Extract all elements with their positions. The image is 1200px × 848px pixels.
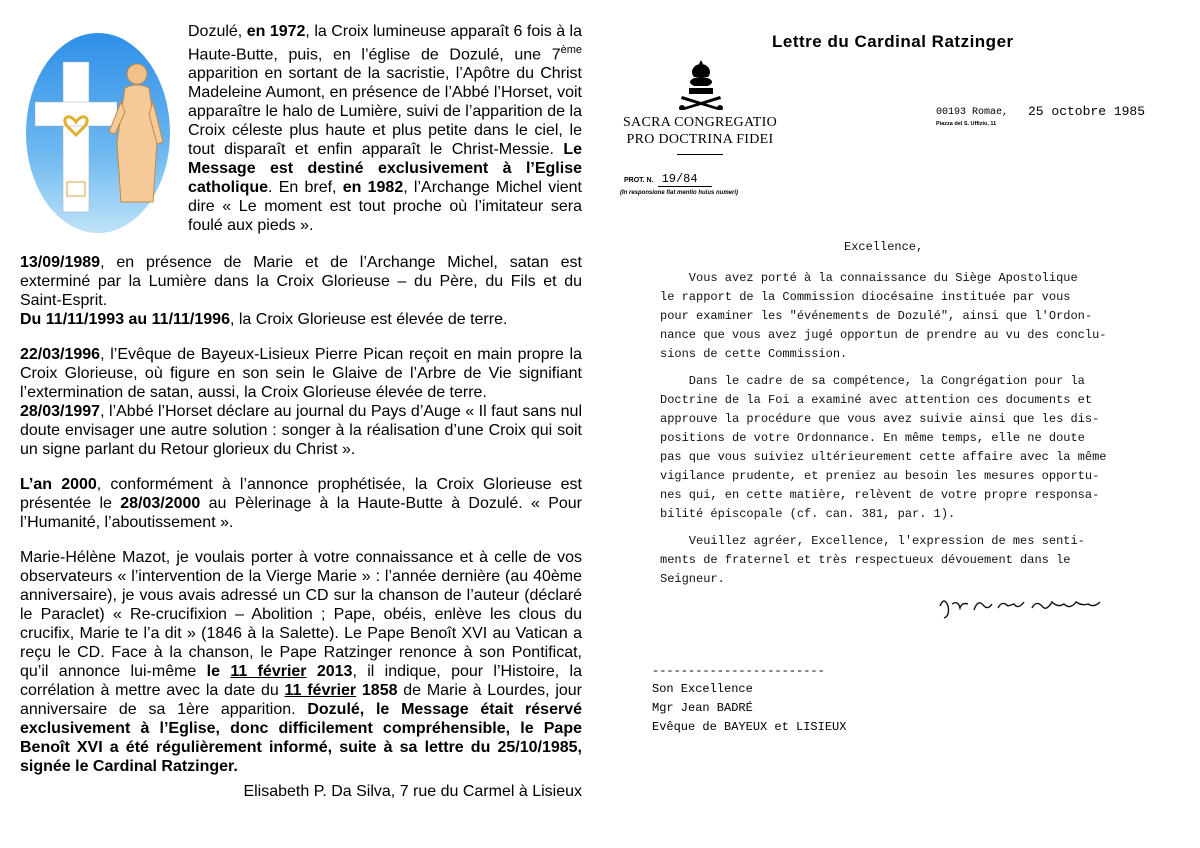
main-paragraphs xyxy=(20,253,582,776)
cross-and-christ-illustration xyxy=(25,32,171,234)
recipient-block xyxy=(652,680,846,737)
author-signature: Elisabeth P. Da Silva, 7 rue du Carmel à Lisieux xyxy=(243,783,582,800)
letter-paragraph: Vous avez porté à la connaissance du Siège Apostolique le rapport de la Commission diocésaine instituée par vous pour examiner les "événements de Dozulé", ainsi que l'Ordon- nance que vous avez jugé opportun de prendre au vu des conclu- sions de cette Commission. xyxy=(660,271,1107,361)
bold-text: 22/03/1996 xyxy=(20,346,101,363)
bold-text: 2013 xyxy=(306,663,353,680)
text-run: Dozulé, xyxy=(188,23,247,40)
bold-text: le xyxy=(206,663,231,680)
paragraph-2 xyxy=(20,345,582,459)
text-run: , l’Evêque de Bayeux-Lisieux Pierre Pican reçoit en main propre la Croix Glorieuse, où figure en son sein le Glaive de l’Arbre de Vie signifiant l’extermination de satan, aussi, la Croix Glorieuse élevée de terre. xyxy=(20,346,582,401)
bold-text: en 1972 xyxy=(246,23,306,40)
text-run: . En bref, xyxy=(268,179,343,197)
letter-body xyxy=(660,238,1180,597)
letter-greeting: Excellence, xyxy=(844,240,924,254)
congregation-line-2: PRO DOCTRINA FIDEI xyxy=(626,132,774,147)
bold-text: 28/03/1997 xyxy=(20,403,101,420)
protocol-value: 19/84 xyxy=(658,172,712,187)
recipient-line: Son Excellence xyxy=(652,682,753,696)
text-run: au Pèlerinage à la Haute-Butte à Dozulé. « Pour l’Humanité, l’aboutissement ». xyxy=(20,495,582,531)
paragraph-3 xyxy=(20,475,582,532)
text-run: Marie-Hélène Mazot, je voulais porter à votre connaissance et à celle de vos observateurs « l’intervention de la Vierge Marie » : l’année dernière (au 40ème anniversaire), je vous avais adressé un CD sur la chanson de l’auteur (déclaré le Paraclet) « Re-crucifixion – Abolition ; Pape, obéis, enlève les clous du crucifix, Marie te l’a dit » (1846 à la Salette). Le Pape Benoît XVI au Vatican a reçu le CD. Face à la chanson, le Pape Ratzinger renonce à son Pontificat, qu’il annonce lui-même xyxy=(20,549,582,680)
bold-text: 13/09/1989 xyxy=(20,254,101,271)
text-run: , il indique, pour l’Histoire, la corrélation à mettre avec la date du xyxy=(20,663,582,699)
letter-paragraph: Dans le cadre de sa compétence, la Congrégation pour la Doctrine de la Foi a examiné avec attention ces documents et approuve la procédure que vous avez suivie ainsi que les dis- positions de votre Ordonnance. En même temps, elle ne doute pas que vous suiviez ultérieurement cette affaire avec la même vigilance prudente, et preniez au besoin les mesures opportu- nes qui, en cette matière, relèvent de votre propre responsa- bilité épiscopale (cf. can. 381, par. 1). xyxy=(660,374,1107,521)
text-run: , la Croix lumineuse apparaît 6 fois à la Haute-Butte, puis, en l’église de Dozulé, une 7 xyxy=(188,23,583,64)
text-run: , l’Abbé l’Horset déclare au journal du Pays d’Auge « Il faut sans nul doute envisager une autre solution : songer à la réalisation d’une Croix qui soit un signe parlant du Retour glorieux du Christ ». xyxy=(20,403,582,458)
letter-date: 25 octobre 1985 xyxy=(1028,104,1146,119)
bold-text: 11 février xyxy=(284,682,357,699)
protocol-number xyxy=(624,172,712,186)
intro-paragraph xyxy=(188,22,582,235)
text-run: , la Croix Glorieuse est élevée de terre. xyxy=(229,311,508,328)
letter-place: 00193 Romae, xyxy=(936,107,1009,118)
recipient-line: Evêque de BAYEUX et LISIEUX xyxy=(652,720,847,734)
protocol-label: PROT. N. xyxy=(624,177,654,184)
bold-text: L’an 2000 xyxy=(20,476,97,493)
text-run: , en présence de Marie et de l’Archange Michel, satan est exterminé par la Lumière dans la Croix Glorieuse – du Père, du Fils et du Saint-Esprit. xyxy=(20,254,582,309)
letter-address: Piazza del S. Uffizio, 11 xyxy=(936,121,997,127)
superscript: ème xyxy=(560,44,582,56)
congregation-header xyxy=(620,114,780,155)
cross-plaque xyxy=(67,182,85,196)
bold-text: 1858 xyxy=(356,682,398,699)
bold-text: 11 février xyxy=(230,663,307,680)
bold-text: Le Message est destiné exclusivement à l’Eglise catholique xyxy=(188,141,582,197)
letter-paragraph: Veuillez agréer, Excellence, l'expression de mes senti- ments de fraternel et très respectueux dévouement dans le Seigneur. xyxy=(660,534,1085,586)
bold-text: en 1982 xyxy=(342,179,404,197)
text-run: , l’Archange Michel vient dire « Le moment est tout proche où l’imitateur sera foulé aux pieds ». xyxy=(188,179,582,235)
paragraph-1 xyxy=(20,253,582,329)
separator-dashes: ------------------------ xyxy=(652,664,825,678)
handwritten-signature xyxy=(936,592,1106,620)
text-run: apparition en sortant de la sacristie, l’Apôtre du Christ Madeleine Aumont, en présence de l’Abbé l’Horset, voit apparaître le halo de Lumière, suivi de l’apparition de la Croix céleste plus haute et plus petite dans le ciel, le tout disparaît et enfin apparaît le Christ-Messie. xyxy=(188,65,582,159)
papal-tiara-keys-icon xyxy=(676,58,726,110)
text-run: de Marie à Lourdes, jour anniversaire de sa 1ère apparition. xyxy=(20,682,583,718)
bold-text: Dozulé, le Message était réservé exclusivement à l’Eglise, donc difficilement compréhensible, le Pape Benoît XVI a été régulièrement informé, suite à sa lettre du 25/10/1985, signée le Cardinal Ratzinger. xyxy=(20,701,583,775)
divider xyxy=(677,154,723,155)
cardinal-letter xyxy=(600,0,1200,848)
protocol-note: (In responsione fiat mentio huius numeri) xyxy=(620,190,739,196)
paragraph-4 xyxy=(20,548,582,776)
bold-text: Du 11/11/1993 au 11/11/1996 xyxy=(20,311,230,328)
letter-heading: Lettre du Cardinal Ratzinger xyxy=(772,32,1014,51)
recipient-line: Mgr Jean BADRÉ xyxy=(652,701,753,715)
bold-text: 28/03/2000 xyxy=(120,495,201,512)
text-run: , conformément à l’annonce prophétisée, la Croix Glorieuse est présentée le xyxy=(20,476,582,512)
congregation-line-1: SACRA CONGREGATIO xyxy=(622,115,778,130)
